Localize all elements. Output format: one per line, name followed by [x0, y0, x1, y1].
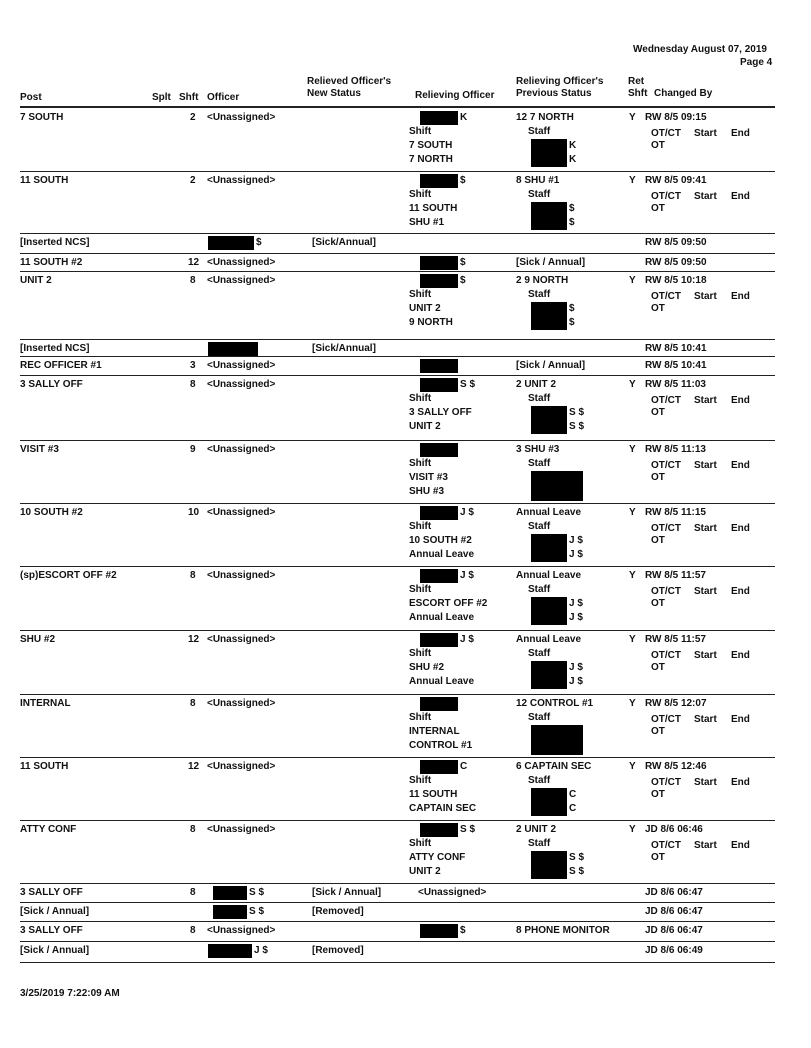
redaction-block [531, 153, 567, 167]
row-officer: <Unassigned> [207, 112, 276, 123]
row-ot-label: OT [651, 472, 665, 483]
row-detail-prev: CAPTAIN SEC [409, 803, 477, 814]
col-officer: Officer [207, 92, 240, 103]
row-changed-by: RW 8/5 09:41 [645, 175, 707, 186]
row-prev-status: Annual Leave [516, 507, 582, 518]
row-ot-label: OT [651, 535, 665, 546]
row-divider [20, 630, 775, 631]
row-post: INTERNAL [20, 698, 71, 709]
row-ot-label: OT [651, 662, 665, 673]
row-staff-label: Staff [528, 289, 551, 300]
row-detail-post: 10 SOUTH #2 [409, 535, 472, 546]
redaction-block [208, 944, 252, 958]
row-end-label: End [731, 714, 750, 725]
row-changed-by: RW 8/5 09:50 [645, 257, 707, 268]
row-ot-label: OT [651, 852, 665, 863]
row-prev-status: 8 SHU #1 [516, 175, 560, 186]
row-shift: 3 [190, 360, 196, 371]
col-prev-status-1: Relieving Officer's [516, 76, 604, 87]
row-post: [Sick / Annual] [20, 945, 90, 956]
row-prev-status: 2 9 NORTH [516, 275, 569, 286]
redaction-block [531, 788, 567, 802]
row-ret: Y [629, 275, 636, 286]
row-staff-2: J $ [569, 676, 583, 687]
row-end-label: End [731, 291, 750, 302]
row-divider [20, 962, 775, 963]
row-shift: 12 [188, 257, 200, 268]
row-divider [20, 757, 775, 758]
row-start-label: Start [694, 714, 717, 725]
row-staff-label: Staff [528, 458, 551, 469]
row-staff-2: S $ [569, 866, 585, 877]
row-post: 11 SOUTH [20, 761, 69, 772]
row-detail-prev: UNIT 2 [409, 866, 441, 877]
redaction-block [531, 865, 567, 879]
row-post: [Sick / Annual] [20, 906, 90, 917]
redaction-block [531, 548, 567, 562]
row-divider [20, 375, 775, 376]
row-relieving-officer: C [460, 761, 468, 772]
row-officer: <Unassigned> [207, 360, 276, 371]
row-staff-label: Staff [528, 584, 551, 595]
row-new-status: [Sick/Annual] [312, 237, 376, 248]
row-detail-post: UNIT 2 [409, 303, 441, 314]
row-divider [20, 902, 775, 903]
redaction-block [531, 534, 567, 548]
row-shift: 9 [190, 444, 196, 455]
row-relieving-officer: S $ [460, 824, 476, 835]
row-detail-prev: 7 NORTH [409, 154, 453, 165]
row-shift: 2 [190, 175, 196, 186]
row-changed-by: RW 8/5 10:41 [645, 343, 707, 354]
redaction-block [420, 506, 458, 520]
row-divider [20, 941, 775, 942]
redaction-block [420, 924, 458, 938]
row-changed-by: RW 8/5 10:18 [645, 275, 707, 286]
redaction-block [208, 342, 258, 356]
redaction-block [531, 802, 567, 816]
row-post: (sp)ESCORT OFF #2 [20, 570, 117, 581]
row-post: UNIT 2 [20, 275, 52, 286]
row-end-label: End [731, 650, 750, 661]
redaction-block [213, 905, 247, 919]
row-ot-label: OT [651, 407, 665, 418]
row-post: ATTY CONF [20, 824, 77, 835]
row-officer-suffix: S $ [249, 887, 265, 898]
row-relieving-officer: J $ [460, 634, 474, 645]
col-relieved-status-1: Relieved Officer's [307, 76, 392, 87]
row-post: 3 SALLY OFF [20, 379, 83, 390]
row-post: 11 SOUTH [20, 175, 69, 186]
col-shft2: Shft [628, 88, 648, 99]
row-changed-by: RW 8/5 11:57 [645, 570, 706, 581]
row-shift-label: Shift [409, 712, 432, 723]
row-relieving-officer: K [460, 112, 468, 123]
row-detail-prev: CONTROL #1 [409, 740, 473, 751]
row-start-label: Start [694, 840, 717, 851]
row-ret: Y [629, 570, 636, 581]
row-otct-label: OT/CT [651, 395, 681, 406]
row-prev-status: Annual Leave [516, 570, 582, 581]
row-officer: <Unassigned> [207, 257, 276, 268]
row-otct-label: OT/CT [651, 777, 681, 788]
page-number: Page 4 [740, 57, 773, 68]
redaction-block [531, 302, 567, 316]
row-staff-2: J $ [569, 549, 583, 560]
row-shift: 10 [188, 507, 200, 518]
footer-timestamp: 3/25/2019 7:22:09 AM [20, 988, 120, 999]
row-detail-prev: Annual Leave [409, 612, 475, 623]
col-changed-by: Changed By [654, 88, 713, 99]
row-otct-label: OT/CT [651, 586, 681, 597]
redaction-block [420, 633, 458, 647]
row-divider [20, 921, 775, 922]
row-prev-status: 6 CAPTAIN SEC [516, 761, 592, 772]
row-staff-label: Staff [528, 521, 551, 532]
row-changed-by: RW 8/5 11:13 [645, 444, 706, 455]
row-shift-label: Shift [409, 838, 432, 849]
row-otct-label: OT/CT [651, 523, 681, 534]
redaction-block [531, 661, 567, 675]
redaction-block [420, 569, 458, 583]
row-post: SHU #2 [20, 634, 56, 645]
row-shift-label: Shift [409, 648, 432, 659]
row-post: [Inserted NCS] [20, 237, 90, 248]
row-ret: Y [629, 379, 636, 390]
row-divider [20, 820, 775, 821]
row-start-label: Start [694, 586, 717, 597]
row-staff-2: $ [569, 317, 575, 328]
row-ret: Y [629, 112, 636, 123]
row-changed-by: JD 8/6 06:47 [645, 887, 703, 898]
row-divider [20, 233, 775, 234]
row-end-label: End [731, 460, 750, 471]
row-ret: Y [629, 444, 636, 455]
row-officer: <Unassigned> [207, 275, 276, 286]
row-relieving-officer: $ [460, 257, 466, 268]
row-staff-label: Staff [528, 648, 551, 659]
row-otct-label: OT/CT [651, 291, 681, 302]
row-changed-by: JD 8/6 06:47 [645, 906, 703, 917]
row-prev-status: 2 UNIT 2 [516, 379, 557, 390]
row-changed-by: JD 8/6 06:46 [645, 824, 703, 835]
report-date: Wednesday August 07, 2019 [633, 44, 767, 55]
row-shift: 8 [190, 925, 196, 936]
row-end-label: End [731, 523, 750, 534]
row-officer: <Unassigned> [207, 444, 276, 455]
row-prev-status: 12 7 NORTH [516, 112, 574, 123]
row-staff-label: Staff [528, 838, 551, 849]
row-divider [20, 271, 775, 272]
row-staff-1: J $ [569, 598, 583, 609]
row-relieving-officer: S $ [460, 379, 476, 390]
row-end-label: End [731, 840, 750, 851]
row-officer: <Unassigned> [207, 824, 276, 835]
row-prev-status: 8 PHONE MONITOR [516, 925, 610, 936]
row-detail-prev: Annual Leave [409, 676, 475, 687]
row-ret: Y [629, 761, 636, 772]
row-prev-status: 12 CONTROL #1 [516, 698, 594, 709]
row-officer: <Unassigned> [207, 507, 276, 518]
row-post: 10 SOUTH #2 [20, 507, 83, 518]
row-prev-status: 3 SHU #3 [516, 444, 560, 455]
row-post: 7 SOUTH [20, 112, 64, 123]
row-post: VISIT #3 [20, 444, 59, 455]
row-staff-1: K [569, 140, 577, 151]
row-post: 3 SALLY OFF [20, 887, 83, 898]
row-staff-2: J $ [569, 612, 583, 623]
row-ot-label: OT [651, 598, 665, 609]
row-divider [20, 253, 775, 254]
row-shift-label: Shift [409, 393, 432, 404]
redaction-block [420, 174, 458, 188]
row-relieving-officer: $ [460, 925, 466, 936]
row-detail-prev: Annual Leave [409, 549, 475, 560]
row-staff-label: Staff [528, 775, 551, 786]
row-relieving-officer: J $ [460, 507, 474, 518]
row-shift-label: Shift [409, 289, 432, 300]
redaction-block [531, 139, 567, 153]
row-officer: <Unassigned> [207, 379, 276, 390]
row-detail-post: 11 SOUTH [409, 789, 458, 800]
row-ret: Y [629, 175, 636, 186]
row-staff-1: J $ [569, 535, 583, 546]
col-prev-status-2: Previous Status [516, 88, 592, 99]
redaction-block [531, 202, 567, 216]
row-start-label: Start [694, 395, 717, 406]
row-staff-1: S $ [569, 407, 585, 418]
row-detail-post: 7 SOUTH [409, 140, 453, 151]
row-detail-prev: SHU #1 [409, 217, 445, 228]
redaction-block [420, 697, 458, 711]
row-shift: 8 [190, 275, 196, 286]
row-staff-2: K [569, 154, 577, 165]
row-divider [20, 883, 775, 884]
row-officer-suffix: J $ [254, 945, 268, 956]
row-ot-label: OT [651, 203, 665, 214]
row-ot-label: OT [651, 789, 665, 800]
row-end-label: End [731, 128, 750, 139]
row-shift: 8 [190, 824, 196, 835]
row-otct-label: OT/CT [651, 128, 681, 139]
row-staff-1: $ [569, 303, 575, 314]
row-otct-label: OT/CT [651, 191, 681, 202]
row-officer: <Unassigned> [207, 175, 276, 186]
row-shift: 8 [190, 379, 196, 390]
row-otct-label: OT/CT [651, 460, 681, 471]
row-ot-label: OT [651, 726, 665, 737]
redaction-block [531, 471, 583, 501]
row-new-status: [Sick / Annual] [312, 887, 382, 898]
row-staff-1: $ [569, 203, 575, 214]
row-staff-1: C [569, 789, 577, 800]
redaction-block [420, 256, 458, 270]
row-start-label: Start [694, 523, 717, 534]
row-staff-2: S $ [569, 421, 585, 432]
col-relieving-officer: Relieving Officer [415, 90, 495, 101]
row-relieving-officer: $ [460, 175, 466, 186]
row-officer: <Unassigned> [207, 698, 276, 709]
redaction-block [420, 111, 458, 125]
row-shift: 12 [188, 634, 200, 645]
row-divider [20, 440, 775, 441]
row-officer: <Unassigned> [207, 761, 276, 772]
row-relieving-officer: $ [460, 275, 466, 286]
row-ret: Y [629, 824, 636, 835]
row-changed-by: RW 8/5 11:57 [645, 634, 706, 645]
row-detail-prev: SHU #3 [409, 486, 445, 497]
row-officer-suffix: $ [256, 237, 262, 248]
row-post: [Inserted NCS] [20, 343, 90, 354]
row-divider [20, 503, 775, 504]
redaction-block [531, 216, 567, 230]
row-end-label: End [731, 777, 750, 788]
col-shft: Shft [179, 92, 199, 103]
row-changed-by: JD 8/6 06:49 [645, 945, 703, 956]
row-shift: 8 [190, 887, 196, 898]
row-prev-status: Annual Leave [516, 634, 582, 645]
redaction-block [420, 443, 458, 457]
row-detail-post: ESCORT OFF #2 [409, 598, 488, 609]
row-detail-post: 11 SOUTH [409, 203, 458, 214]
row-start-label: Start [694, 191, 717, 202]
header-divider [20, 106, 775, 108]
row-otct-label: OT/CT [651, 840, 681, 851]
row-end-label: End [731, 395, 750, 406]
row-relieving-officer: <Unassigned> [418, 887, 487, 898]
row-relieving-officer: J $ [460, 570, 474, 581]
row-changed-by: RW 8/5 09:15 [645, 112, 707, 123]
row-ret: Y [629, 634, 636, 645]
row-changed-by: RW 8/5 12:46 [645, 761, 707, 772]
row-staff-1: J $ [569, 662, 583, 673]
col-relieved-status-2: New Status [307, 88, 361, 99]
row-detail-post: ATTY CONF [409, 852, 466, 863]
row-start-label: Start [694, 128, 717, 139]
row-staff-2: $ [569, 217, 575, 228]
redaction-block [531, 316, 567, 330]
row-shift: 2 [190, 112, 196, 123]
row-detail-post: VISIT #3 [409, 472, 448, 483]
row-divider [20, 566, 775, 567]
row-ret: Y [629, 507, 636, 518]
row-shift: 12 [188, 761, 200, 772]
row-post: REC OFFICER #1 [20, 360, 102, 371]
row-end-label: End [731, 191, 750, 202]
row-shift: 8 [190, 570, 196, 581]
row-changed-by: RW 8/5 12:07 [645, 698, 707, 709]
row-changed-by: RW 8/5 10:41 [645, 360, 707, 371]
row-shift-label: Shift [409, 521, 432, 532]
row-staff-label: Staff [528, 393, 551, 404]
redaction-block [531, 851, 567, 865]
row-shift-label: Shift [409, 458, 432, 469]
row-changed-by: JD 8/6 06:47 [645, 925, 703, 936]
row-divider [20, 171, 775, 172]
redaction-block [420, 760, 458, 774]
row-post: 11 SOUTH #2 [20, 257, 83, 268]
row-post: 3 SALLY OFF [20, 925, 83, 936]
redaction-block [213, 886, 247, 900]
redaction-block [531, 725, 583, 755]
row-staff-label: Staff [528, 189, 551, 200]
redaction-block [420, 274, 458, 288]
redaction-block [531, 675, 567, 689]
row-shift-label: Shift [409, 775, 432, 786]
redaction-block [531, 611, 567, 625]
redaction-block [420, 378, 458, 392]
row-shift-label: Shift [409, 189, 432, 200]
row-changed-by: RW 8/5 11:03 [645, 379, 706, 390]
row-staff-1: S $ [569, 852, 585, 863]
redaction-block [531, 597, 567, 611]
col-post: Post [20, 92, 42, 103]
row-ret: Y [629, 698, 636, 709]
row-staff-label: Staff [528, 126, 551, 137]
row-shift: 8 [190, 698, 196, 709]
col-splt: Splt [152, 92, 171, 103]
row-new-status: [Removed] [312, 945, 364, 956]
row-divider [20, 356, 775, 357]
redaction-block [208, 236, 254, 250]
row-detail-post: 3 SALLY OFF [409, 407, 472, 418]
redaction-block [420, 359, 458, 373]
row-detail-post: SHU #2 [409, 662, 445, 673]
redaction-block [531, 420, 567, 434]
row-new-status: [Sick/Annual] [312, 343, 376, 354]
row-new-status: [Removed] [312, 906, 364, 917]
row-detail-prev: UNIT 2 [409, 421, 441, 432]
row-divider [20, 339, 775, 340]
row-staff-2: C [569, 803, 577, 814]
row-staff-label: Staff [528, 712, 551, 723]
row-shift-label: Shift [409, 126, 432, 137]
row-otct-label: OT/CT [651, 714, 681, 725]
row-end-label: End [731, 586, 750, 597]
row-ot-label: OT [651, 303, 665, 314]
row-shift-label: Shift [409, 584, 432, 595]
row-start-label: Start [694, 650, 717, 661]
row-detail-post: INTERNAL [409, 726, 460, 737]
row-otct-label: OT/CT [651, 650, 681, 661]
row-start-label: Start [694, 460, 717, 471]
row-start-label: Start [694, 291, 717, 302]
row-divider [20, 694, 775, 695]
row-officer: <Unassigned> [207, 634, 276, 645]
redaction-block [531, 406, 567, 420]
row-changed-by: RW 8/5 11:15 [645, 507, 706, 518]
col-ret: Ret [628, 76, 645, 87]
row-officer: <Unassigned> [207, 925, 276, 936]
redaction-block [420, 823, 458, 837]
row-start-label: Start [694, 777, 717, 788]
row-prev-status: [Sick / Annual] [516, 360, 586, 371]
row-prev-status: 2 UNIT 2 [516, 824, 557, 835]
row-detail-prev: 9 NORTH [409, 317, 453, 328]
row-ot-label: OT [651, 140, 665, 151]
row-officer: <Unassigned> [207, 570, 276, 581]
row-changed-by: RW 8/5 09:50 [645, 237, 707, 248]
row-officer-suffix: S $ [249, 906, 265, 917]
row-prev-status: [Sick / Annual] [516, 257, 586, 268]
